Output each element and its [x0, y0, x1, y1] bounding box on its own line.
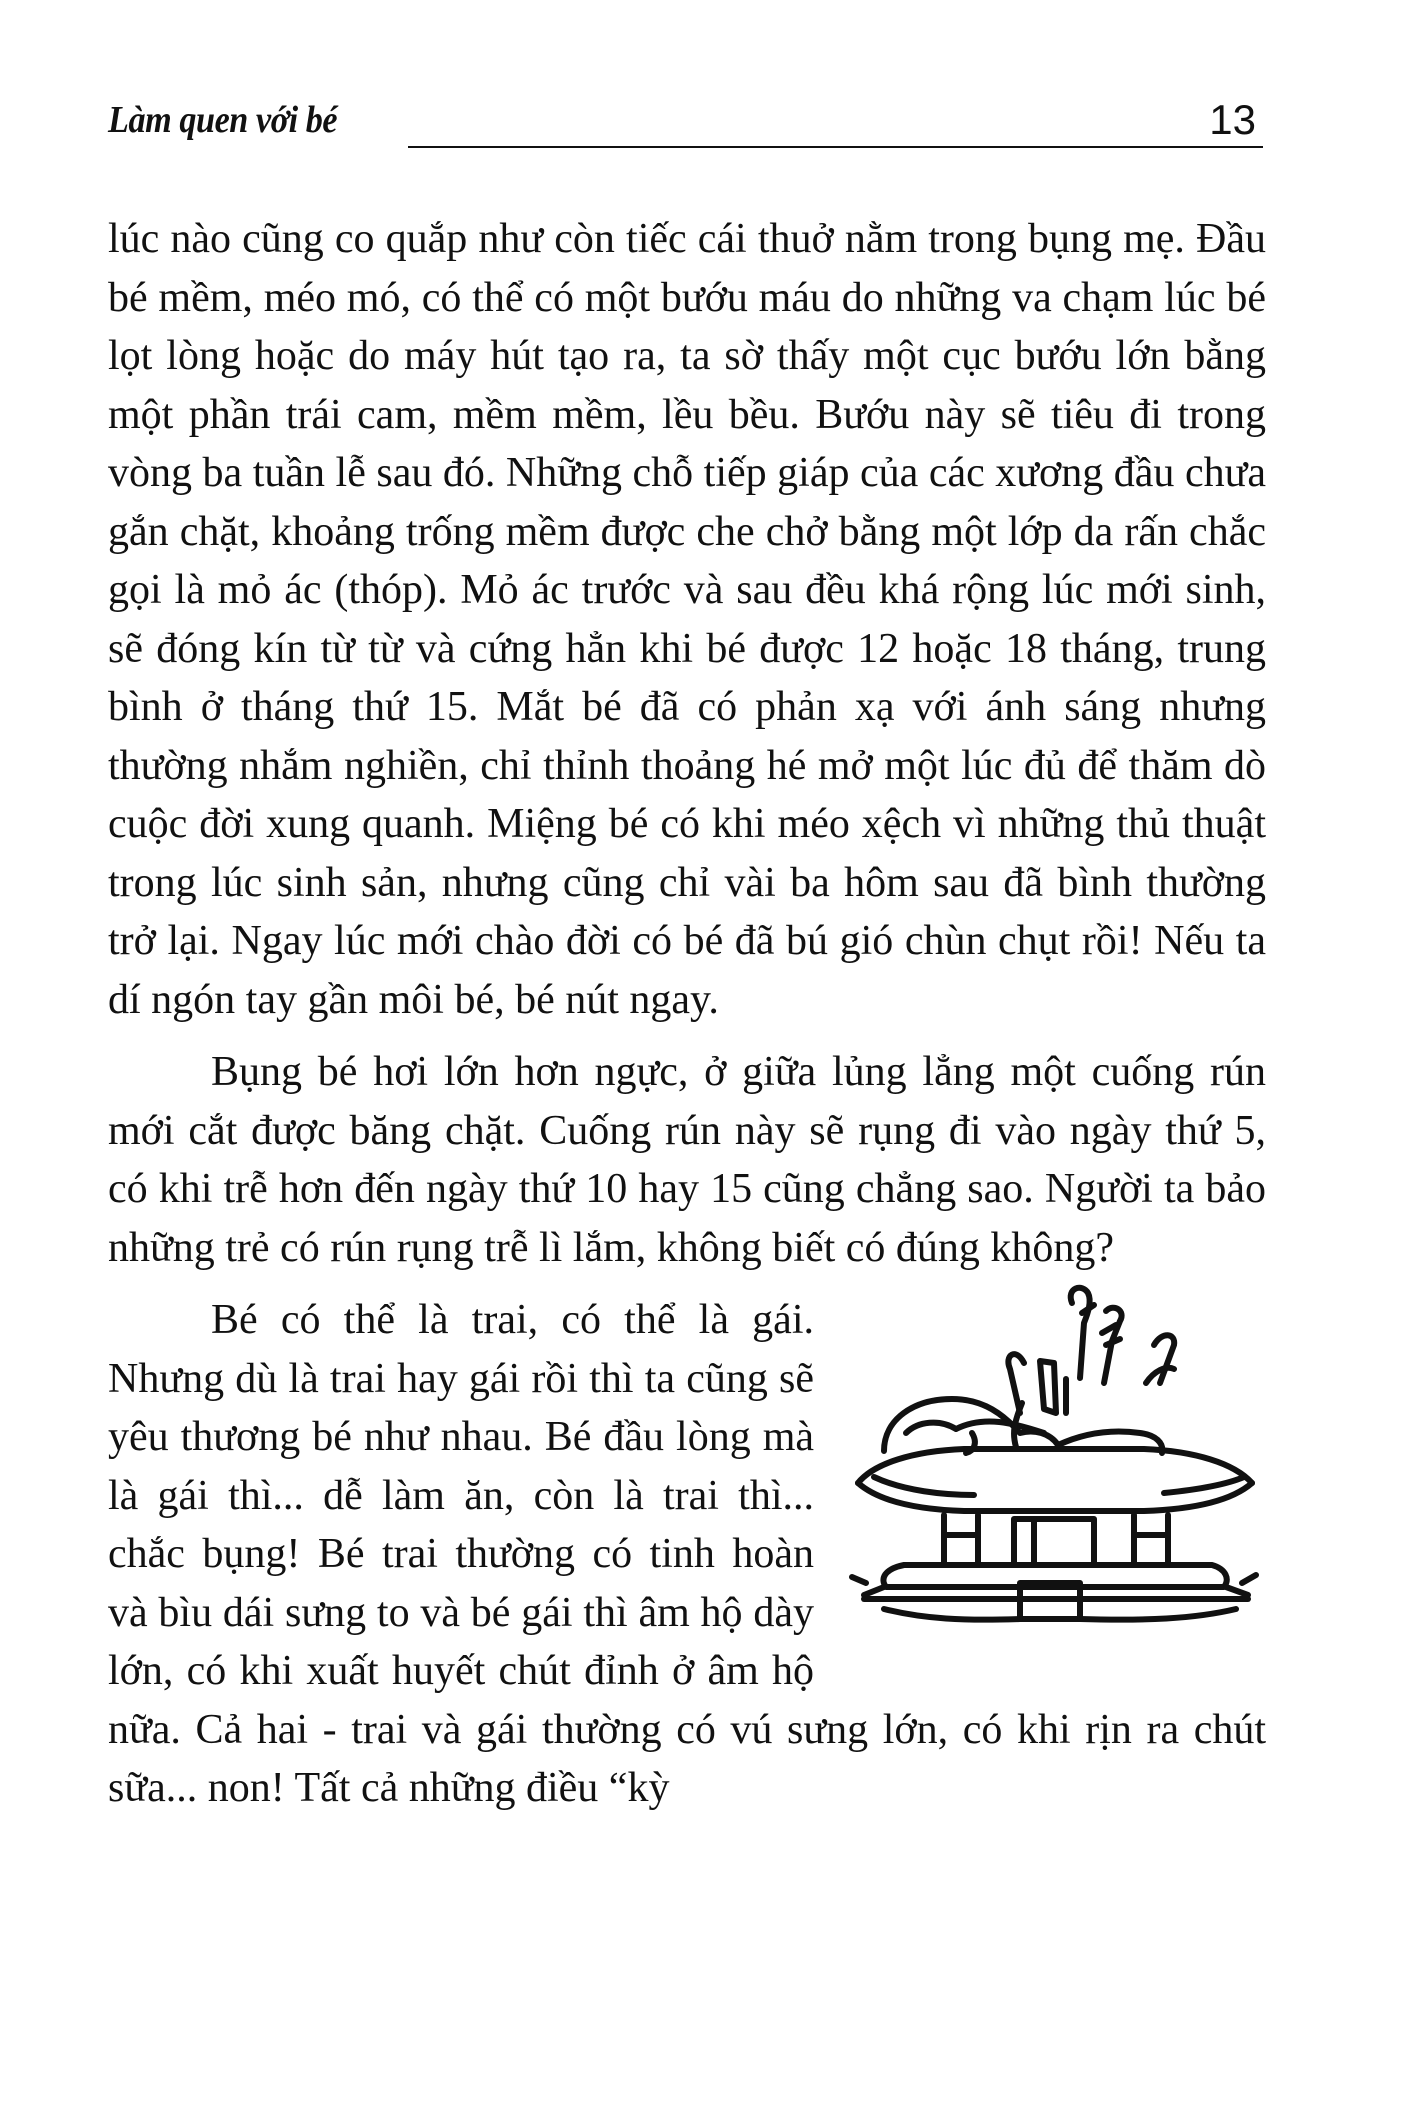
paragraph-1: lúc nào cũng co quắp như còn tiếc cái thuở nằm trong bụng mẹ. Đầu bé mềm, méo mó, có thể có một bướu máu do những va chạm lúc bé lọt lòng hoặc do máy hút tạo ra, ta sờ thấy một cục bướu lớn bằng một phần trái cam, mềm mềm, lều bều. Bướu này sẽ tiêu đi trong vòng ba tuần lễ sau đó. Những chỗ tiếp giáp của các xương đầu chưa gắn chặt, khoảng trống mềm được che chở bằng một lớp da rấn chắc gọi là mỏ ác (thóp). Mỏ ác trước và sau đều khá rộng lúc mới sinh, sẽ đóng kín từ từ và cứng hẳn khi bé được 12 hoặc 18 tháng, trung bình ở tháng thứ 15. Mắt bé đã có phản xạ với ánh sáng nhưng thường nhắm nghiền, chỉ thỉnh thoảng hé mở một lúc đủ để thăm dò cuộc đời xung quanh. Miệng bé có khi méo xệch vì những thủ thuật trong lúc sinh sản, nhưng cũng chỉ vài ba hôm sau đã bình thường trở lại. Ngay lúc mới chào đời có bé đã bú gió chùn chụt rồi! Nếu ta dí ngón tay gần môi bé, bé nút ngay.	[108, 216, 1266, 1023]
paragraph-2: Bụng bé hơi lớn hơn ngực, ở giữa lủng lẳng một cuống rún mới cắt được băng chặt. Cuống rún này sẽ rụng đi vào ngày thứ 5, có khi trễ hơn đến ngày thứ 10 hay 15 cũng chẳng sao. Người ta bảo những trẻ có rún rụng trễ lì lắm, không biết có đúng không?	[108, 1049, 1266, 1271]
paragraph-3: Bé có thể là trai, có thể là gái. Nhưng dù là trai hay gái rồi thì ta cũng sẽ yêu thương bé như nhau. Bé đầu lòng mà là gái thì... dễ làm ăn, còn là trai thì... chắc bụng! Bé trai thường có tinh hoàn và bìu dái sưng to và bé gái thì âm hộ dày lớn, có khi xuất huyết chút đỉnh ở âm hộ nữa. Cả hai - trai và gái thường có vú sưng lớn, có khi rịn ra chút sữa... non! Tất cả những điều “kỳ	[108, 1297, 1266, 1811]
body-text	[108, 210, 1266, 1818]
baby-illustration	[844, 1283, 1266, 1645]
page-number: 13	[1209, 96, 1256, 143]
running-title: Làm quen với bé	[108, 99, 338, 141]
running-head	[108, 96, 1268, 156]
header-rule	[408, 146, 1263, 148]
